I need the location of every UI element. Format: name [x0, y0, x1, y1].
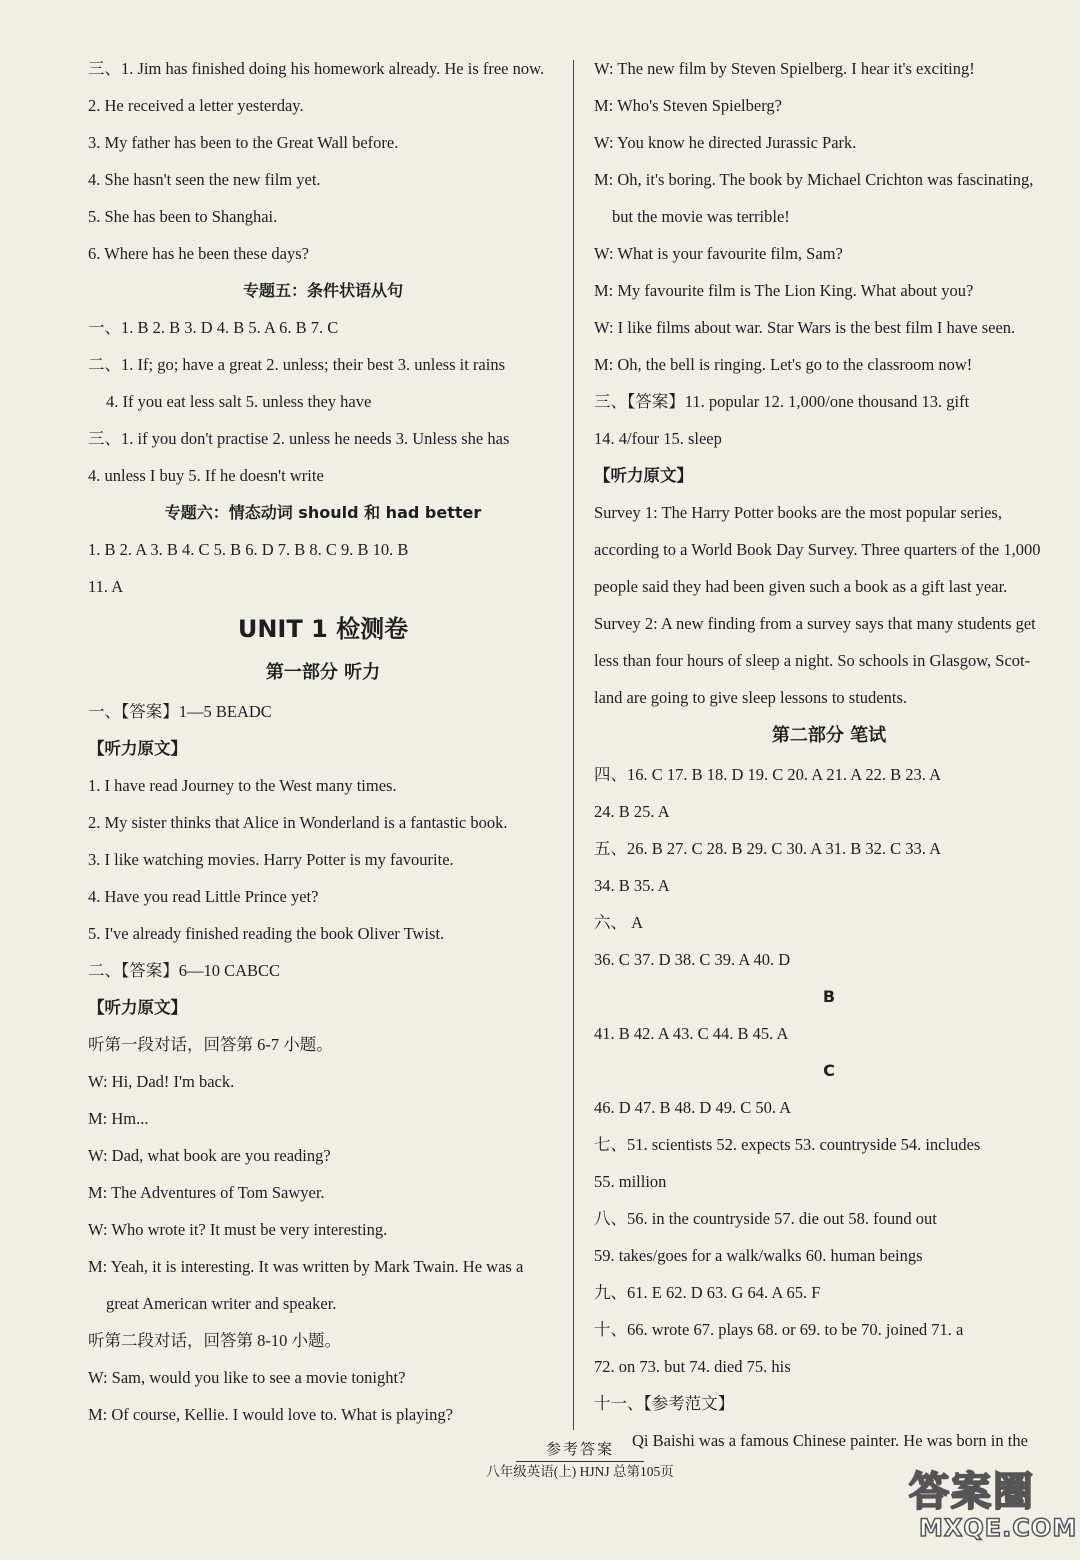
left-column-line: 4. Have you read Little Prince yet? — [88, 887, 319, 906]
left-column-line: 听第一段对话，回答第 6-7 小题。 — [88, 1035, 333, 1054]
right-column-line: W: The new film by Steven Spielberg. I hear it's exciting! — [594, 59, 975, 78]
left-column-line: 4. She hasn't seen the new film yet. — [88, 170, 321, 189]
left-column-line: 5. She has been to Shanghai. — [88, 207, 278, 226]
right-column-line: 十一、【参考范文】 — [594, 1394, 735, 1413]
left-column-line: 一、1. B 2. B 3. D 4. B 5. A 6. B 7. C — [88, 318, 339, 337]
right-column-line: 41. B 42. A 43. C 44. B 45. A — [594, 1024, 789, 1043]
left-column-line: 二、【答案】6—10 CABCC — [88, 961, 281, 980]
right-column-line: Qi Baishi was a famous Chinese painter. He was born in the — [632, 1431, 1028, 1450]
left-column-line: 6. Where has he been these days? — [88, 244, 309, 263]
right-column-line: 十、66. wrote 67. plays 68. or 69. to be 70. joined 71. a — [594, 1320, 964, 1339]
right-column-line: 九、61. E 62. D 63. G 64. A 65. F — [594, 1283, 821, 1302]
left-column-line: W: Who wrote it? It must be very interesting. — [88, 1220, 388, 1239]
left-column-line: 1. B 2. A 3. B 4. C 5. B 6. D 7. B 8. C 9. B 10. B — [88, 540, 409, 559]
right-column-line: W: You know he directed Jurassic Park. — [594, 133, 857, 152]
right-column-line: W: I like films about war. Star Wars is the best film I have seen. — [594, 318, 1016, 337]
watermark-logo — [905, 1460, 1078, 1550]
left-column-line: 专题六：情态动词 should 和 had better — [164, 503, 482, 522]
left-column-line: 专题五：条件状语从句 — [242, 281, 403, 300]
left-column-line: 【听力原文】 — [88, 739, 187, 758]
right-column-line: B — [822, 987, 836, 1006]
left-column-line: W: Hi, Dad! I'm back. — [88, 1072, 235, 1091]
left-column-line: 第一部分 听力 — [265, 662, 381, 683]
right-column-line: M: Oh, it's boring. The book by Michael Crichton was fascinating, — [594, 170, 1034, 189]
right-column-line: M: My favourite film is The Lion King. What about you? — [594, 281, 974, 300]
right-column-line: 五、26. B 27. C 28. B 29. C 30. A 31. B 32. C 33. A — [594, 839, 942, 858]
right-column-line: C — [823, 1061, 835, 1080]
right-column-line: 八、56. in the countryside 57. die out 58. found out — [594, 1209, 937, 1228]
left-column-line: M: Of course, Kellie. I would love to. What is playing? — [88, 1405, 453, 1424]
left-column-line: 听第二段对话，回答第 8-10 小题。 — [88, 1331, 341, 1350]
left-column-line: 5. I've already finished reading the book Oliver Twist. — [88, 924, 445, 943]
right-column-line: 34. B 35. A — [594, 876, 670, 895]
left-column-line: M: The Adventures of Tom Sawyer. — [88, 1183, 325, 1202]
right-column-line: 36. C 37. D 38. C 39. A 40. D — [594, 950, 791, 969]
right-column-line: 七、51. scientists 52. expects 53. countryside 54. includes — [594, 1135, 981, 1154]
right-column-line: 【听力原文】 — [594, 466, 693, 485]
left-column-line: 一、【答案】1—5 BEADC — [88, 702, 272, 721]
right-column-line: people said they had been given such a book as a gift last year. — [594, 577, 1008, 596]
left-column-line: 3. I like watching movies. Harry Potter is my favourite. — [88, 850, 454, 869]
left-column-line: 二、1. If; go; have a great 2. unless; their best 3. unless it rains — [88, 355, 505, 374]
left-column-line: 4. If you eat less salt 5. unless they have — [106, 392, 372, 411]
left-column-line: 11. A — [88, 577, 124, 596]
watermark-url: MXQE.COM — [919, 1514, 1078, 1542]
right-column-line: land are going to give sleep lessons to students. — [594, 688, 907, 707]
left-column-line: M: Hm... — [88, 1109, 149, 1128]
left-column-line: W: Sam, would you like to see a movie tonight? — [88, 1368, 406, 1387]
right-column-line: 第二部分 笔试 — [771, 725, 887, 746]
left-column-line: W: Dad, what book are you reading? — [88, 1146, 331, 1165]
watermark-text: 答案圈 — [909, 1469, 1035, 1515]
right-column-line: less than four hours of sleep a night. So schools in Glasgow, Scot- — [594, 651, 1031, 670]
right-column-line: M: Who's Steven Spielberg? — [594, 96, 782, 115]
right-column-line: 55. million — [594, 1172, 667, 1191]
footer-info: 八年级英语(上) HJNJ 总第105页 — [486, 1464, 674, 1479]
left-column — [88, 50, 558, 1433]
left-column-line: 三、1. if you don't practise 2. unless he needs 3. Unless she has — [88, 429, 510, 448]
right-column-line: according to a World Book Day Survey. Three quarters of the 1,000 — [594, 540, 1041, 559]
right-column-line: 三、【答案】11. popular 12. 1,000/one thousand 13. gift — [594, 392, 970, 411]
right-column-line: M: Oh, the bell is ringing. Let's go to the classroom now! — [594, 355, 973, 374]
right-column-line: Survey 1: The Harry Potter books are the most popular series, — [594, 503, 1002, 522]
left-column-line: 三、1. Jim has finished doing his homework already. He is free now. — [88, 59, 545, 78]
footer-title: 参考答案 — [516, 1440, 644, 1462]
right-column-line: 14. 4/four 15. sleep — [594, 429, 722, 448]
page-footer — [430, 1440, 730, 1482]
right-column-line: W: What is your favourite film, Sam? — [594, 244, 843, 263]
left-column-line: 2. He received a letter yesterday. — [88, 96, 304, 115]
right-column-line: 72. on 73. but 74. died 75. his — [594, 1357, 791, 1376]
left-column-line: 1. I have read Journey to the West many times. — [88, 776, 397, 795]
right-column-line: 六、 A — [594, 913, 644, 932]
right-column-line: 59. takes/goes for a walk/walks 60. human beings — [594, 1246, 923, 1265]
right-column-line: 46. D 47. B 48. D 49. C 50. A — [594, 1098, 792, 1117]
left-column-line: UNIT 1 检测卷 — [237, 615, 409, 643]
left-column-line: 3. My father has been to the Great Wall before. — [88, 133, 399, 152]
right-column-line: Survey 2: A new finding from a survey says that many students get — [594, 614, 1036, 633]
right-column-line: 24. B 25. A — [594, 802, 670, 821]
left-column-line: 4. unless I buy 5. If he doesn't write — [88, 466, 324, 485]
right-column-line: but the movie was terrible! — [612, 207, 790, 226]
left-column-line: 2. My sister thinks that Alice in Wonderland is a fantastic book. — [88, 813, 508, 832]
left-column-line: great American writer and speaker. — [106, 1294, 337, 1313]
right-column-line: 四、16. C 17. B 18. D 19. C 20. A 21. A 22. B 23. A — [594, 765, 942, 784]
column-divider — [573, 60, 574, 1430]
right-column — [594, 50, 1064, 1459]
left-column-line: M: Yeah, it is interesting. It was written by Mark Twain. He was a — [88, 1257, 524, 1276]
left-column-line: 【听力原文】 — [88, 998, 187, 1017]
